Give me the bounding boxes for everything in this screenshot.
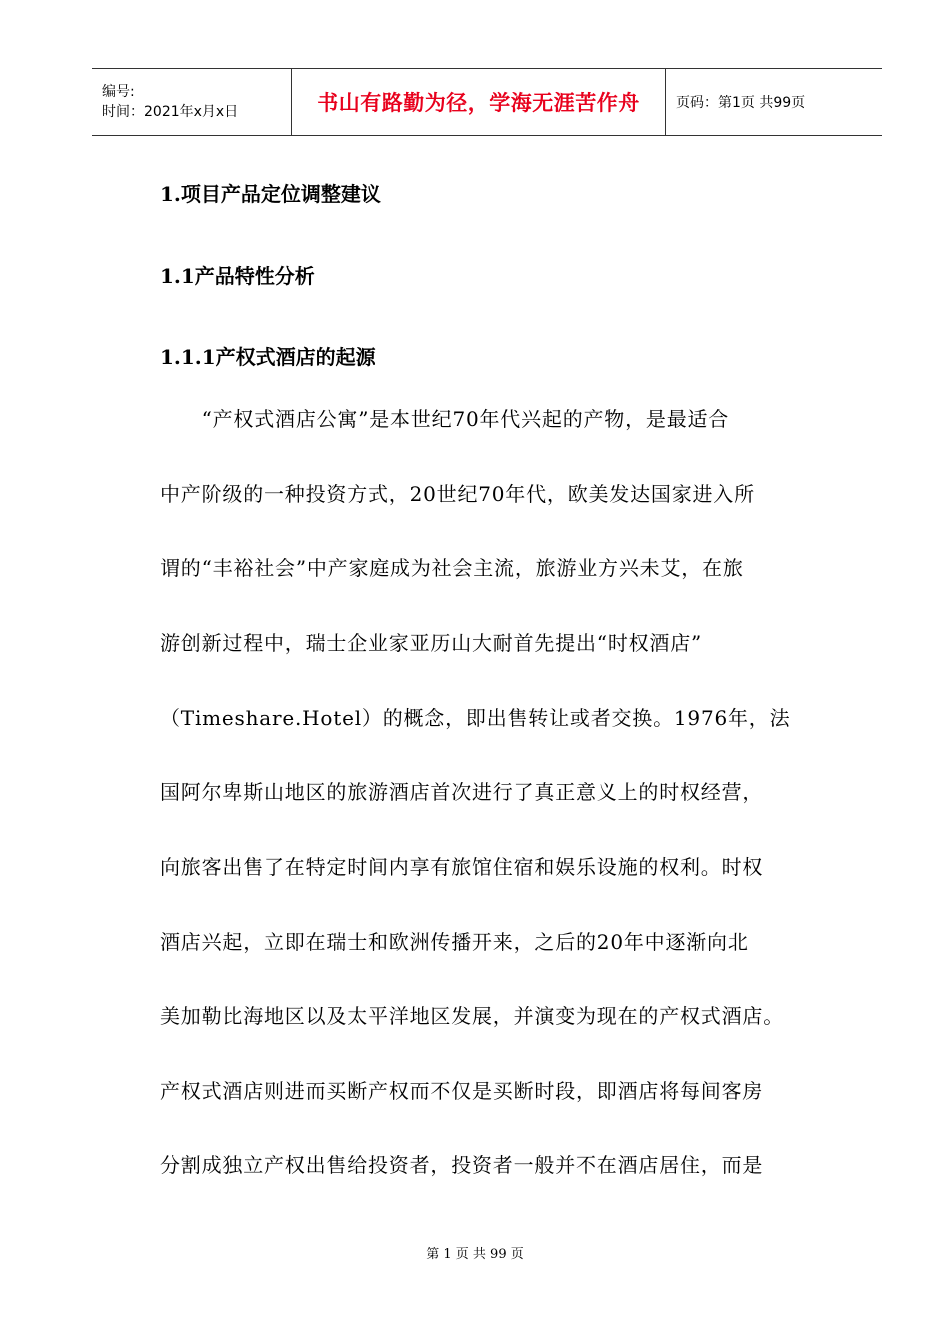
heading-level-1: 1.项目产品定位调整建议 [160,182,381,206]
paragraph-line: 中产阶级的一种投资方式，20世纪70年代，欧美发达国家进入所 [160,482,755,506]
paragraph-line: 游创新过程中，瑞士企业家亚历山大耐首先提出“时权酒店” [160,631,703,655]
paragraph-line: （Timeshare.Hotel）的概念，即出售转让或者交换。1976年，法 [160,706,791,730]
header-page-info: 页码：第1页 共99页 [676,95,806,111]
paragraph-line: 美加勒比海地区以及太平洋地区发展，并演变为现在的产权式酒店。 [160,1004,784,1028]
paragraph-line: 酒店兴起，立即在瑞士和欧洲传播开来，之后的20年中逐渐向北 [160,930,749,954]
number-label: 编号: [102,84,135,100]
heading-level-3: 1.1.1产权式酒店的起源 [160,345,376,369]
paragraph-line: 分割成独立产权出售给投资者，投资者一般并不在酒店居住，而是 [160,1153,764,1177]
paragraph-line: 向旅客出售了在特定时间内享有旅馆住宿和娱乐设施的权利。时权 [160,855,764,879]
page-header [92,68,882,136]
page-footer: 第 1 页 共 99 页 [426,1247,524,1262]
header-motto: 书山有路勤为径，学海无涯苦作舟 [292,69,666,135]
time-label: 时间：2021年x月x日 [102,104,239,120]
header-meta [92,69,292,135]
paragraph-line: 产权式酒店则进而买断产权而不仅是买断时段，即酒店将每间客房 [160,1079,764,1103]
paragraph-line: 谓的“丰裕社会”中产家庭成为社会主流，旅游业方兴未艾，在旅 [160,556,744,580]
paragraph-line: “产权式酒店公寓”是本世纪70年代兴起的产物，是最适合 [160,407,730,431]
heading-level-2: 1.1产品特性分析 [160,264,315,288]
paragraph-line: 国阿尔卑斯山地区的旅游酒店首次进行了真正意义上的时权经营， [160,780,764,804]
